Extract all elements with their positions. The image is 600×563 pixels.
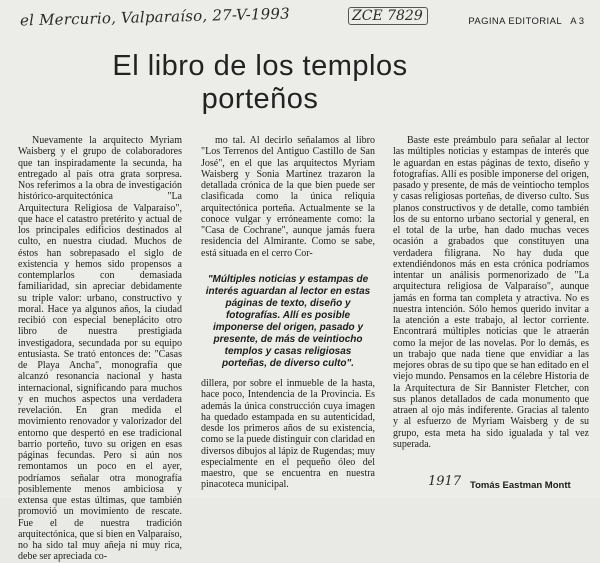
handwritten-year-note: 1917 (428, 474, 462, 489)
article-column-2-bottom: dillera, por sobre el inmueble de la hasta, hace poco, Intendencia de la Provincia. Es además la única construcción cuya imagen ha quedado estampada en su autenticidad, desde los primeros años de su existencia, como se la puede distinguir con claridad en diversos dibujos al lápiz de Rugendas; muy especialmente en el pequeño óleo del maestro, que se encuentra en nuestra pinacoteca municipal. (201, 378, 375, 491)
article-column-1: Nuevamente la arquitecto Myriam Waisberg y el grupo de colaboradores que tan inspiradamente la secunda, ha entregado al país otra grata sorpresa. Nos referimos a la obra de investigación histórico-arquitectónica "La Arquitectura Religiosa de Valparaíso", que hace el catastro pretérito y actual de los principales edificios destinados al culto, en nuestra ciudad. Muchos de éstos han sobrepasado el siglo de existencia y hemos sido propensos a contemplarlos con demasiada familiaridad, sin apreciar debidamente su triple valor: urbano, constructivo y moral. Hace ya algunos años, la ciudad recibió con especial beneplácito otro libro de nuestra prestigiada investigadora, secundada por su equipo entusiasta. Se trató entonces de: "Casas de Playa Ancha", monografía que alcanzó resonancia nacional y hasta internacional, significando para muchos y en muchos aspectos una verdadera revelación. En gran medida el movimiento renovador y valorizador del entorno que despertó en ese tradicional barrio porteño, tuvo su origen en esas páginas fecundas. Pero si aún nos remontamos un poco en el ayer, podríamos señalar otra monografía posiblemente menos ambiciosa y extensa que estas últimas, que también promovió un movimiento de rescate. Fue el de nuestra tradición arquitectónica, que si bien en Valparaíso, no ha sido tal muy añeja ni muy rica, debe ser apreciada co- (18, 135, 182, 563)
page-number: A 3 (570, 16, 584, 27)
article-column-3: Baste este preámbulo para señalar al lector las múltiples noticias y estampas de interés que le aguardan en estas páginas de texto, diseño y fotografías. Allí es posible imponerse del origen, pasado y presente, de más de veintiocho templos y casas religiosas porteñas, de diverso culto. Sus planos constructivos y de detalle, como también los de su entorno urbano sectorial y general, en el total de la urbe, han dado muchas veces ocasión a grabados que constituyen una verdadera filigrana. No hay duda que extendiéndonos más en esta crónica podríamos intentar un análisis pormenorizado de "La arquitectura religiosa de Valparaíso", aunque jamás en forma tan completa y atractiva. No es nuestra intención. Sólo hemos querido invitar a la atención a este trabajo, al lector corriente. Encontrará múltiples noticias que le atraerán como la mejor de las novelas. Por lo demás, es un trabajo que nada tiene que envidiar a las mejores obras de su tipo que se han editado en el viejo mundo. Pensamos en la célebre Historia de la Arquitectura de Sir Bannister Fletcher, con sus planos detallados de cada monumento que atraen al ojo más indiferente. Gracias al talento y al esfuerzo de Myriam Waisberg y de su grupo, esta meta ha sido igualada y tal vez superada. (393, 135, 589, 450)
archive-code-box: ZCE 7829 (348, 7, 428, 25)
article-headline: El libro de los templos porteños (112, 50, 408, 115)
section-label: PAGINA EDITORIAL (468, 16, 562, 27)
handwritten-source-note: el Mercurio, Valparaíso, 27-V-1993 (19, 4, 291, 30)
handwritten-archive-code (348, 8, 428, 24)
article-column-2-top: mo tal. Al decirlo señalamos al libro "Los Terrenos del Antiguo Castillo de San José", en el que las arquitectos Myriam Waisberg y Sonia Martínez trazaron la detallada crónica de la que bien puede ser clasificada como la única reliquia arquitectónica porteña. Actualmente se la conoce vulgar y erróneamente como: la "Casa de Cochrane", aunque jamás fuera residencia del Almirante. Como se sabe, está situada en el cerro Cor- (201, 135, 375, 259)
author-byline: Tomás Eastman Montt (470, 480, 571, 491)
pull-quote: "Múltiples noticias y estampas de interés aguardan al lector en estas páginas de texto, diseño y fotografías. Allí es posible imponerse del origen, pasado y presente, de más de veintiocho templos y casas religiosas porteñas, de diverso culto". (205, 274, 371, 369)
